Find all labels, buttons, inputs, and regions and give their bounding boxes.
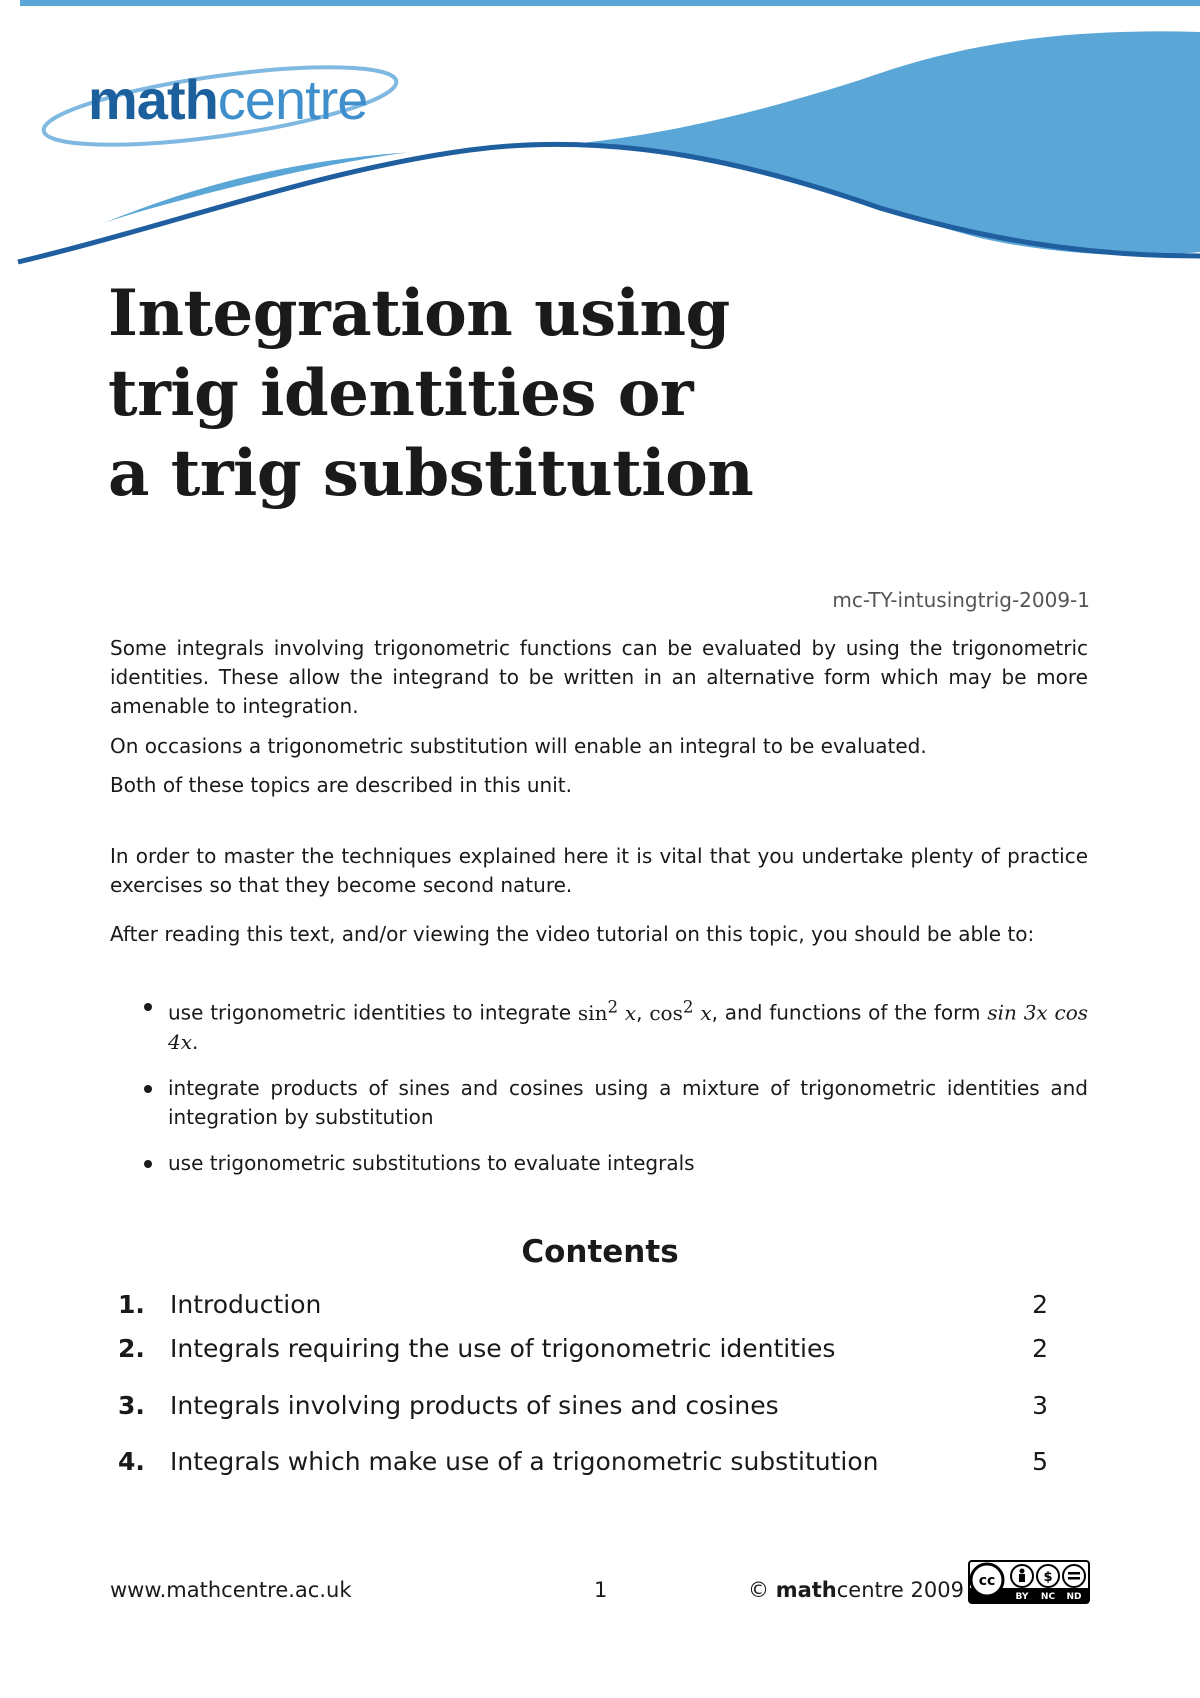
nc-label: NC xyxy=(1040,1592,1056,1602)
objective-1-text: use trigonometric identities to integrate xyxy=(168,1000,578,1025)
by-label: BY xyxy=(1015,1592,1029,1602)
footer-brand-rest: centre xyxy=(836,1578,904,1602)
objective-item-1 xyxy=(140,992,1088,1057)
objective-item-3 xyxy=(140,1149,1088,1178)
math-variable: x xyxy=(624,1000,637,1025)
math-cos2x xyxy=(649,997,712,1025)
intro-paragraph-2: On occasions a trigonometric substitution will enable an integral to be evaluated. xyxy=(110,734,927,758)
document-title xyxy=(108,274,753,514)
objective-1-end: . xyxy=(192,1029,199,1054)
nc-icon-symbol: $ xyxy=(1043,1570,1053,1585)
document-code: mc-TY-intusingtrig-2009-1 xyxy=(832,588,1090,612)
objectives-list xyxy=(140,992,1088,1178)
by-icon-head xyxy=(1020,1569,1025,1574)
objective-2-text: integrate products of sines and cosines using a mixture of trigonometric identities and integration by substitution xyxy=(168,1075,1088,1129)
bullet-icon xyxy=(144,1003,152,1011)
math-variable: x xyxy=(700,1000,712,1025)
objective-1-mid: , and functions of the form xyxy=(711,1000,988,1025)
footer-url[interactable]: www.mathcentre.ac.uk xyxy=(110,1578,352,1602)
title-line-1: Integration using xyxy=(108,276,730,351)
toc-row[interactable] xyxy=(118,1391,1048,1425)
objective-item-2 xyxy=(140,1074,1088,1132)
nd-icon-bar-2 xyxy=(1068,1577,1080,1580)
logo-part-centre: centre xyxy=(217,68,368,131)
toc-row[interactable] xyxy=(118,1447,1048,1481)
title-line-3: a trig substitution xyxy=(108,436,754,511)
cc-logo-text: cc xyxy=(978,1573,996,1589)
toc-page: 5 xyxy=(1032,1447,1048,1476)
contents-heading: Contents xyxy=(521,1234,679,1270)
after-reading-paragraph: After reading this text, and/or viewing the video tutorial on this topic, you should be able to: xyxy=(110,922,1035,946)
copyright-icon: © xyxy=(748,1578,769,1602)
header-wave xyxy=(0,0,1200,270)
footer-brand-bold: math xyxy=(775,1578,837,1602)
objective-3-text: use trigonometric substitutions to evaluate integrals xyxy=(168,1150,695,1175)
toc-title: Integrals requiring the use of trigonometric identities xyxy=(170,1334,836,1363)
practice-paragraph: In order to master the techniques explained here it is vital that you undertake plenty of practice exercises so that they become second nature. xyxy=(110,844,1088,897)
footer-year: 2009 xyxy=(910,1578,964,1602)
intro-paragraph-3: Both of these topics are described in this unit. xyxy=(110,773,572,797)
toc-page: 2 xyxy=(1032,1334,1048,1363)
math-sin3x-cos4x: sin 3x cos 4x xyxy=(168,1000,1089,1054)
footer-copyright xyxy=(748,1578,964,1602)
toc-number: 1. xyxy=(118,1290,145,1319)
math-sin: sin xyxy=(577,1000,608,1025)
math-exponent: 2 xyxy=(682,997,694,1016)
toc-number: 4. xyxy=(118,1447,145,1476)
objective-1-sep: , xyxy=(636,1000,650,1025)
nd-label: ND xyxy=(1066,1592,1082,1602)
title-line-2: trig identities or xyxy=(108,356,694,431)
bullet-icon xyxy=(144,1085,152,1093)
bullet-icon xyxy=(144,1160,152,1168)
toc-title: Introduction xyxy=(170,1290,322,1319)
toc-page: 2 xyxy=(1032,1290,1048,1319)
math-cos: cos xyxy=(649,1000,683,1025)
cc-license-icon[interactable] xyxy=(968,1560,1090,1604)
toc-page: 3 xyxy=(1032,1391,1048,1420)
mathcentre-logo xyxy=(88,68,368,131)
math-exponent: 2 xyxy=(607,997,619,1016)
footer-page-number: 1 xyxy=(594,1578,608,1602)
toc-number: 2. xyxy=(118,1334,145,1363)
toc-row[interactable] xyxy=(118,1334,1048,1368)
by-icon-body xyxy=(1019,1574,1025,1582)
toc-number: 3. xyxy=(118,1391,145,1420)
nd-icon-bar-1 xyxy=(1068,1572,1080,1575)
logo-part-math: math xyxy=(88,68,218,131)
nd-icon xyxy=(1063,1565,1085,1587)
math-sin2x xyxy=(577,997,637,1025)
toc-title: Integrals involving products of sines and cosines xyxy=(170,1391,779,1420)
intro-paragraph-1: Some integrals involving trigonometric functions can be evaluated by using the trigonometric identities. These allow the integrand to be written in an alternative form which may be more amenable to integration. xyxy=(110,636,1088,718)
toc-row[interactable] xyxy=(118,1290,1048,1324)
toc-title: Integrals which make use of a trigonometric substitution xyxy=(170,1447,879,1476)
